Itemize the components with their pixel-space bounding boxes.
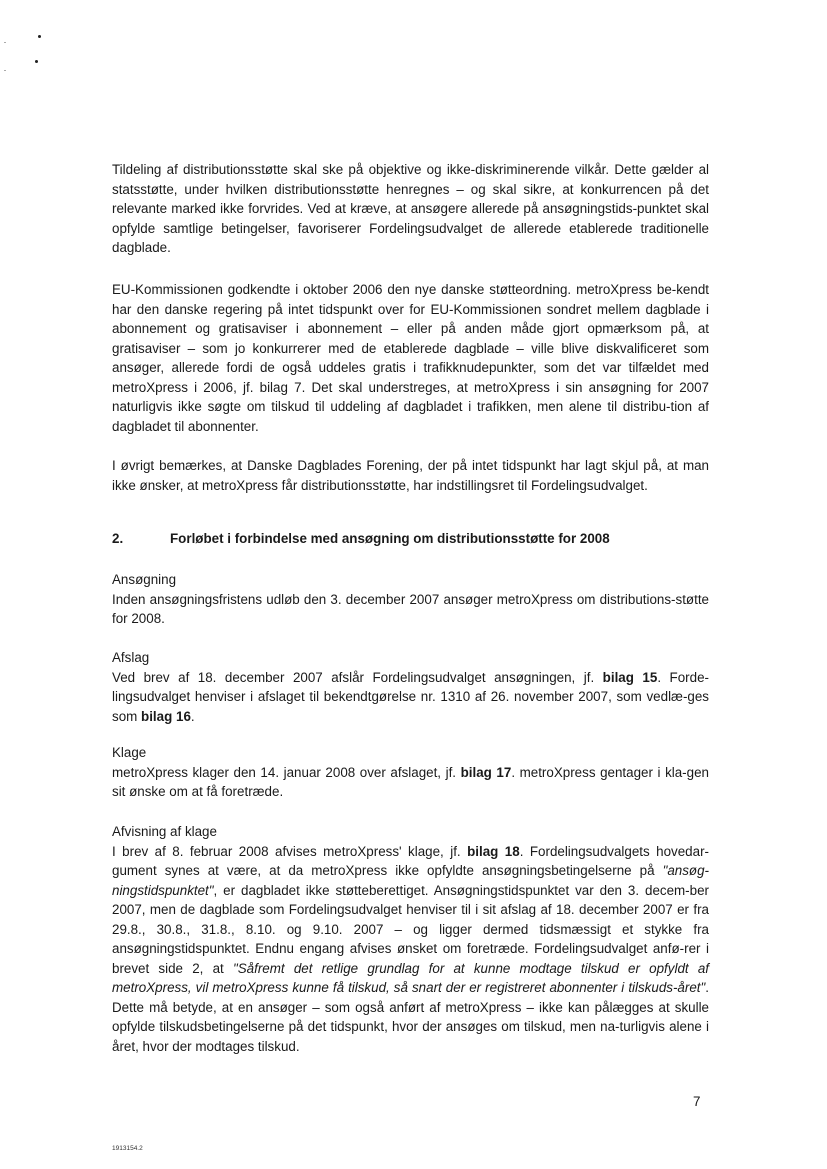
subsection-afvisning bbox=[112, 822, 709, 1056]
subsection-heading: Afvisning af klage bbox=[112, 824, 217, 839]
page-number: 7 bbox=[693, 1094, 701, 1109]
quotation: "ansøg-ningstidspunktet" bbox=[112, 863, 709, 898]
paragraph bbox=[112, 160, 709, 258]
paragraph-text: Tildeling af distributionsstøtte skal ske på objektive og ikke-diskriminerende vilkår. Dette gælder al statsstøtte, under hvilken distributionsstøtte henregnes – og skal sikre, at konkurrencen på det relevante marked ikke forvrides. Ved at kræve, at ansøgere allerede på ansøgningstids-punktet skal opfylde samtlige betingelser, favoriserer Fordelingsudvalget de allerede etablerede traditionelle dagblade. bbox=[112, 162, 709, 255]
subsection-text: metroXpress klager den 14. januar 2008 over afslaget, jf. bilag 17. metroXpress gentager i kla-gen sit ønske om at få foretræde. bbox=[112, 764, 709, 799]
bilag-reference: bilag 16 bbox=[141, 708, 191, 724]
section-heading bbox=[112, 529, 709, 548]
subsection-heading: Klage bbox=[112, 745, 147, 760]
scan-artifact bbox=[4, 42, 6, 43]
bilag-reference: bilag 15 bbox=[602, 669, 658, 685]
subsection-heading: Afslag bbox=[112, 650, 150, 665]
subsection-text: I brev af 8. februar 2008 afvises metroXpress' klage, jf. bilag 18. Fordelingsudvalgets hovedar-gument synes at være, at da metroXpress ikke opfyldte ansøgningsbetingelserne på "ansøg-ningstidspunktet", er dagbladet ikke støtteberettiget. Ansøgningstidspunktet var den 3. decem-ber 2007, men de dagblade som Fordelingsudvalget henviser til i sit afslag af 18. december 2007 er fra 29.8., 30.8., 31.8., 8.10. og 9.10. 2007 – og ligger dermed tidsmæssigt et stykke fra ansøgningstidspunktet. Endnu engang afvises ønsket om foretræde. Fordelingsudvalget anfø-rer i brevet side 2, at "Såfremt det retlige grundlag for at kunne modtage tilskud er opfyldt af metroXpress, vil metroXpress kunne få tilskud, så snart der er registreret abonnenter i tilskuds-året". Dette må betyde, at en ansøger – som også anført af metroXpress – ikke kan pålægges at skulle opfylde tilskudsbetingelserne på det tidspunkt, hvor der ansøges om tilskud, men na-turligvis alene i året, hvor der modtages tilskud. bbox=[112, 843, 709, 1054]
scan-artifact bbox=[4, 70, 6, 71]
section-title: Forløbet i forbindelse med ansøgning om distributionsstøtte for 2008 bbox=[170, 531, 610, 546]
paragraph-text: EU-Kommissionen godkendte i oktober 2006 den nye danske støtteordning. metroXpress be-kendt har den danske regering på intet tidspunkt over for EU-Kommissionen sondret mellem dagblade i abonnement og gratisaviser i abonnement – eller på anden måde gjort opmærksom på, at gratisaviser – som jo konkurrerer med de etablerede dagblade – ville blive diskvalificeret som ansøger, allerede fordi de også uddeles gratis i trafikknudepunkter, som det var tilfældet med metroXpress i 2006, jf. bilag 7. Det skal understreges, at metroXpress i sin ansøgning for 2007 naturligvis ikke søgte om tilskud til uddeling af dagbladet i trafikken, men alene til distribu-tion af dagbladet til abonnenter. bbox=[112, 282, 709, 434]
scan-artifact bbox=[35, 60, 38, 63]
subsection-ansogning bbox=[112, 570, 709, 629]
paragraph bbox=[112, 456, 709, 495]
subsection-heading: Ansøgning bbox=[112, 572, 177, 587]
section-number: 2. bbox=[112, 531, 124, 546]
paragraph bbox=[112, 280, 709, 436]
scan-artifact bbox=[38, 35, 41, 38]
paragraph-text: I øvrigt bemærkes, at Danske Dagblades Forening, der på intet tidspunkt har lagt skjul på, at man ikke ønsker, at metroXpress får distributionsstøtte, har indstillingsret til Fordelingsudvalget. bbox=[112, 458, 709, 493]
subsection-afslag bbox=[112, 648, 709, 726]
bilag-reference: bilag 18 bbox=[467, 843, 520, 859]
document-id: 1913154.2 bbox=[112, 1145, 143, 1152]
quotation: "Såfremt det retlige grundlag for at kunne modtage tilskud er opfyldt af metroXpress, vil metroXpress kunne få tilskud, så snart der er registreret abonnenter i tilskuds-året" bbox=[112, 960, 709, 995]
subsection-text: Ved brev af 18. december 2007 afslår Fordelingsudvalget ansøgningen, jf. bilag 15. Forde-lingsudvalget henviser i afslaget til bekendtgørelse nr. 1310 af 26. november 2007, som vedlæ-ges som bilag 16. bbox=[112, 669, 709, 724]
subsection-text: Inden ansøgningsfristens udløb den 3. december 2007 ansøger metroXpress om distributions-støtte for 2008. bbox=[112, 591, 709, 626]
subsection-klage bbox=[112, 743, 709, 802]
bilag-reference: bilag 17 bbox=[460, 764, 512, 780]
